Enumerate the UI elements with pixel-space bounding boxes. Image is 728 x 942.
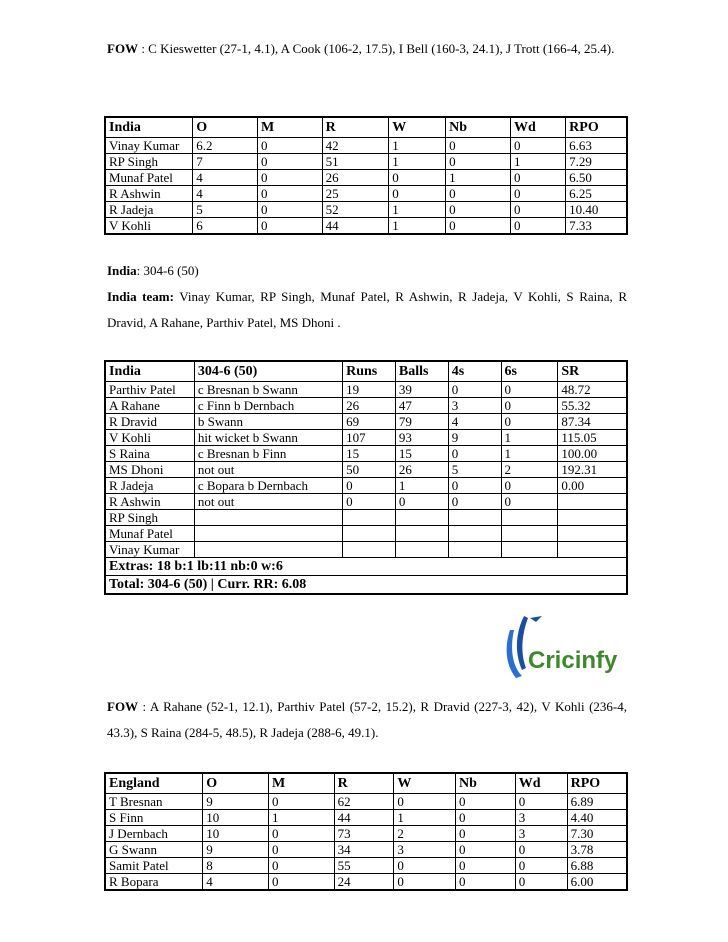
table-cell: MS Dhoni xyxy=(105,462,194,478)
table-cell: 26 xyxy=(343,398,396,414)
table-cell: c Bresnan b Swann xyxy=(194,382,342,398)
table-cell: 3 xyxy=(394,842,456,858)
logo-text: Cricinfy xyxy=(528,647,618,674)
table-row xyxy=(105,462,627,478)
table-cell: 19 xyxy=(343,382,396,398)
table-cell: 25 xyxy=(322,186,389,202)
table-cell: 0 xyxy=(456,826,516,842)
table-cell xyxy=(194,510,342,526)
table-row xyxy=(105,858,627,874)
table-cell: 0 xyxy=(510,218,565,235)
table-row xyxy=(105,874,627,891)
col-header: O xyxy=(193,117,258,138)
extras-text: Extras: 18 b:1 lb:11 nb:0 w:6 xyxy=(105,558,627,576)
col-header: SR xyxy=(558,361,627,382)
table-cell xyxy=(395,542,448,558)
table-cell: 4 xyxy=(193,186,258,202)
table-cell xyxy=(343,542,396,558)
col-header: 304-6 (50) xyxy=(194,361,342,382)
table-cell: Samit Patel xyxy=(105,858,203,874)
table-cell: 0 xyxy=(446,154,511,170)
table-row xyxy=(105,414,627,430)
table-row xyxy=(105,138,627,154)
table-cell: 0 xyxy=(343,478,396,494)
table-cell xyxy=(558,510,627,526)
table-cell: 0 xyxy=(501,414,558,430)
table-cell: 34 xyxy=(334,842,394,858)
table-row xyxy=(105,186,627,202)
table-cell: 0 xyxy=(257,186,322,202)
table-cell: 1 xyxy=(389,154,446,170)
table-cell xyxy=(501,510,558,526)
table-cell: 0 xyxy=(268,826,334,842)
table-cell: 0 xyxy=(446,186,511,202)
table-cell: 4 xyxy=(193,170,258,186)
table-row xyxy=(105,398,627,414)
table-cell: 7 xyxy=(193,154,258,170)
team-label: India xyxy=(107,263,137,278)
table-cell: R Bopara xyxy=(105,874,203,891)
table-cell: 3.78 xyxy=(567,842,627,858)
table-cell: 0 xyxy=(448,382,501,398)
table-row xyxy=(105,526,627,542)
table-header-row xyxy=(105,773,627,794)
total-row xyxy=(105,576,627,595)
table-cell xyxy=(395,510,448,526)
table-cell: 0 xyxy=(257,138,322,154)
col-header: Nb xyxy=(456,773,516,794)
col-header: Wd xyxy=(515,773,567,794)
table-cell: R Dravid xyxy=(105,414,194,430)
table-cell: 3 xyxy=(448,398,501,414)
table-cell: 0 xyxy=(257,218,322,235)
table-cell: 6.2 xyxy=(193,138,258,154)
table-cell: 62 xyxy=(334,794,394,810)
table-cell: 2 xyxy=(501,462,558,478)
table-cell xyxy=(343,510,396,526)
col-header: India xyxy=(105,117,193,138)
table-cell: 6.89 xyxy=(567,794,627,810)
table-cell: 15 xyxy=(343,446,396,462)
table-row xyxy=(105,842,627,858)
table-cell: V Kohli xyxy=(105,430,194,446)
table-cell: 0 xyxy=(257,154,322,170)
table-cell: 0.00 xyxy=(558,478,627,494)
table-cell: 0 xyxy=(268,842,334,858)
col-header: India xyxy=(105,361,194,382)
col-header: Nb xyxy=(446,117,511,138)
table-cell xyxy=(343,526,396,542)
score-text: : 304-6 (50) xyxy=(136,263,199,278)
table-cell: 100.00 xyxy=(558,446,627,462)
table-cell: 0 xyxy=(456,810,516,826)
table-cell: Munaf Patel xyxy=(105,170,193,186)
table-cell: 0 xyxy=(389,186,446,202)
table-cell: 0 xyxy=(515,842,567,858)
table-cell: 0 xyxy=(343,494,396,510)
table-row xyxy=(105,154,627,170)
table-cell: 0 xyxy=(510,186,565,202)
table-cell: 93 xyxy=(395,430,448,446)
table-cell: 115.05 xyxy=(558,430,627,446)
table-cell: S Raina xyxy=(105,446,194,462)
england-bowling-table xyxy=(104,772,628,891)
table-cell: 1 xyxy=(501,446,558,462)
table-row xyxy=(105,542,627,558)
table-cell: 6 xyxy=(193,218,258,235)
table-cell: 39 xyxy=(395,382,448,398)
table-cell: 52 xyxy=(322,202,389,218)
table-body xyxy=(105,138,627,235)
col-header: W xyxy=(389,117,446,138)
table-cell: 4 xyxy=(448,414,501,430)
table-cell: 44 xyxy=(334,810,394,826)
table-cell: Parthiv Patel xyxy=(105,382,194,398)
table-cell: 0 xyxy=(446,202,511,218)
col-header: RPO xyxy=(567,773,627,794)
col-header: 6s xyxy=(501,361,558,382)
table-header-row xyxy=(105,361,627,382)
table-cell xyxy=(395,526,448,542)
table-cell: not out xyxy=(194,462,342,478)
table-cell: 4.40 xyxy=(567,810,627,826)
table-cell: 0 xyxy=(389,170,446,186)
table-cell xyxy=(448,526,501,542)
total-text: Total: 304-6 (50) | Curr. RR: 6.08 xyxy=(105,576,627,595)
table-cell: RP Singh xyxy=(105,510,194,526)
table-cell: 1 xyxy=(268,810,334,826)
table-row xyxy=(105,826,627,842)
table-cell: 9 xyxy=(448,430,501,446)
table-cell: c Bopara b Dernbach xyxy=(194,478,342,494)
team-list: Vinay Kumar, RP Singh, Munaf Patel, R Ashwin, R Jadeja, V Kohli, S Raina, R Dravid, A Rahane, Parthiv Patel, MS Dhoni . xyxy=(107,289,628,330)
table-cell: 0 xyxy=(510,138,565,154)
table-row xyxy=(105,218,627,235)
table-cell: 44 xyxy=(322,218,389,235)
table-cell: 0 xyxy=(456,858,516,874)
table-cell: 73 xyxy=(334,826,394,842)
table-cell: 6.63 xyxy=(566,138,627,154)
table-cell: 0 xyxy=(456,842,516,858)
table-cell: 10 xyxy=(203,826,269,842)
table-cell: Vinay Kumar xyxy=(105,542,194,558)
table-cell: 5 xyxy=(193,202,258,218)
table-cell: 0 xyxy=(515,858,567,874)
table-cell: 9 xyxy=(203,842,269,858)
table-cell xyxy=(448,542,501,558)
table-cell: 0 xyxy=(446,218,511,235)
table-cell: b Swann xyxy=(194,414,342,430)
col-header: England xyxy=(105,773,203,794)
india-batting-table xyxy=(104,360,628,595)
table-cell xyxy=(194,542,342,558)
table-cell: R Ashwin xyxy=(105,494,194,510)
table-cell: 0 xyxy=(501,382,558,398)
table-cell: 0 xyxy=(448,494,501,510)
table-cell: not out xyxy=(194,494,342,510)
table-cell: 0 xyxy=(515,794,567,810)
table-row xyxy=(105,494,627,510)
table-cell: 1 xyxy=(389,138,446,154)
table-cell: 55.32 xyxy=(558,398,627,414)
fow-text: : A Rahane (52-1, 12.1), Parthiv Patel (57-2, 15.2), R Dravid (227-3, 42), V Kohli (236-4, 43.3), S Raina (284-5, 48.5), R Jadeja (288-6, 49.1). xyxy=(107,699,627,740)
table-cell: 47 xyxy=(395,398,448,414)
fow-paragraph-1 xyxy=(107,36,627,62)
table-cell: 0 xyxy=(515,874,567,891)
table-cell: 79 xyxy=(395,414,448,430)
table-cell: 0 xyxy=(448,446,501,462)
table-cell: 1 xyxy=(446,170,511,186)
table-cell: 26 xyxy=(322,170,389,186)
table-cell xyxy=(558,542,627,558)
table-cell: 1 xyxy=(389,202,446,218)
cricinfo-logo xyxy=(496,612,622,684)
col-header: O xyxy=(203,773,269,794)
table-cell: 0 xyxy=(501,478,558,494)
table-cell: R Ashwin xyxy=(105,186,193,202)
table-row xyxy=(105,478,627,494)
table-cell: 8 xyxy=(203,858,269,874)
col-header: RPO xyxy=(566,117,627,138)
table-cell: 26 xyxy=(395,462,448,478)
team-label: India team: xyxy=(107,289,174,304)
table-cell: 0 xyxy=(395,494,448,510)
table-cell: 107 xyxy=(343,430,396,446)
table-cell: 0 xyxy=(268,858,334,874)
india-team-paragraph xyxy=(107,284,627,336)
table-cell: V Kohli xyxy=(105,218,193,235)
table-cell: 0 xyxy=(456,874,516,891)
table-cell: 3 xyxy=(515,810,567,826)
table-cell: 2 xyxy=(394,826,456,842)
table-cell: 9 xyxy=(203,794,269,810)
table-cell: 0 xyxy=(510,170,565,186)
table-cell xyxy=(448,510,501,526)
table-cell: 69 xyxy=(343,414,396,430)
col-header: W xyxy=(394,773,456,794)
table-cell xyxy=(558,526,627,542)
table-cell: 50 xyxy=(343,462,396,478)
table-cell: RP Singh xyxy=(105,154,193,170)
table-cell: 1 xyxy=(389,218,446,235)
table-cell: 1 xyxy=(501,430,558,446)
table-cell: 0 xyxy=(394,794,456,810)
table-row xyxy=(105,170,627,186)
fow-paragraph-2 xyxy=(107,694,627,746)
table-cell: hit wicket b Swann xyxy=(194,430,342,446)
fow-text: : C Kieswetter (27-1, 4.1), A Cook (106-2, 17.5), I Bell (160-3, 24.1), J Trott (166-4, 25.4). xyxy=(138,41,615,56)
table-header-row xyxy=(105,117,627,138)
table-cell: 0 xyxy=(501,398,558,414)
table-row xyxy=(105,430,627,446)
table-row xyxy=(105,202,627,218)
table-cell: 7.33 xyxy=(566,218,627,235)
table-cell: 4 xyxy=(203,874,269,891)
table-cell: 24 xyxy=(334,874,394,891)
table-body xyxy=(105,794,627,891)
table-cell: R Jadeja xyxy=(105,202,193,218)
table-cell: 0 xyxy=(501,494,558,510)
col-header: M xyxy=(268,773,334,794)
table-cell: 0 xyxy=(510,202,565,218)
table-row xyxy=(105,794,627,810)
table-cell xyxy=(194,526,342,542)
col-header: M xyxy=(257,117,322,138)
table-cell: c Bresnan b Finn xyxy=(194,446,342,462)
table-row xyxy=(105,446,627,462)
table-cell xyxy=(501,542,558,558)
table-cell: 0 xyxy=(394,858,456,874)
col-header: Balls xyxy=(395,361,448,382)
col-header: Runs xyxy=(343,361,396,382)
table-cell: 0 xyxy=(257,170,322,186)
table-cell: 1 xyxy=(510,154,565,170)
table-cell: 0 xyxy=(456,794,516,810)
table-cell: 7.30 xyxy=(567,826,627,842)
table-cell: 48.72 xyxy=(558,382,627,398)
fow-label: FOW xyxy=(107,41,139,56)
table-cell xyxy=(501,526,558,542)
table-body xyxy=(105,382,627,558)
table-cell: G Swann xyxy=(105,842,203,858)
table-cell: A Rahane xyxy=(105,398,194,414)
table-cell: 42 xyxy=(322,138,389,154)
table-cell: 1 xyxy=(395,478,448,494)
table-cell: R Jadeja xyxy=(105,478,194,494)
table-cell: 6.00 xyxy=(567,874,627,891)
extras-row xyxy=(105,558,627,576)
table-cell: 6.88 xyxy=(567,858,627,874)
col-header: R xyxy=(334,773,394,794)
table-cell: 5 xyxy=(448,462,501,478)
table-cell: J Dernbach xyxy=(105,826,203,842)
table-cell: 51 xyxy=(322,154,389,170)
table-cell: c Finn b Dernbach xyxy=(194,398,342,414)
table-cell: 0 xyxy=(394,874,456,891)
table-cell xyxy=(558,494,627,510)
table-cell: 0 xyxy=(268,794,334,810)
table-cell: 10.40 xyxy=(566,202,627,218)
table-row xyxy=(105,810,627,826)
table-cell: 192.31 xyxy=(558,462,627,478)
table-cell: 3 xyxy=(515,826,567,842)
table-cell: 7.29 xyxy=(566,154,627,170)
table-cell: 55 xyxy=(334,858,394,874)
fow-label: FOW xyxy=(107,699,139,714)
table-cell: 87.34 xyxy=(558,414,627,430)
india-bowling-table xyxy=(104,116,628,235)
table-cell: 15 xyxy=(395,446,448,462)
table-cell: 10 xyxy=(203,810,269,826)
col-header: R xyxy=(322,117,389,138)
table-cell: 0 xyxy=(446,138,511,154)
table-cell: 0 xyxy=(448,478,501,494)
table-row xyxy=(105,382,627,398)
table-cell: 6.25 xyxy=(566,186,627,202)
india-score-line xyxy=(107,258,627,284)
table-cell: 6.50 xyxy=(566,170,627,186)
table-cell: 1 xyxy=(394,810,456,826)
table-row xyxy=(105,510,627,526)
table-cell: Munaf Patel xyxy=(105,526,194,542)
table-cell: 0 xyxy=(257,202,322,218)
table-cell: 0 xyxy=(268,874,334,891)
table-cell: Vinay Kumar xyxy=(105,138,193,154)
table-cell: S Finn xyxy=(105,810,203,826)
table-cell: T Bresnan xyxy=(105,794,203,810)
col-header: Wd xyxy=(510,117,565,138)
col-header: 4s xyxy=(448,361,501,382)
